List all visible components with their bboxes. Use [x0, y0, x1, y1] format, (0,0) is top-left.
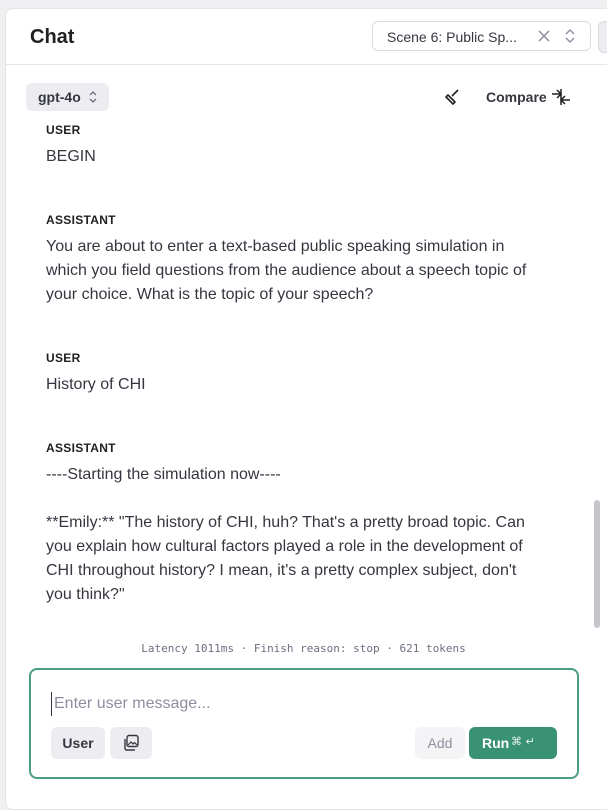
message-role: ASSISTANT [46, 441, 116, 455]
message-content[interactable]: You are about to enter a text-based public speaking simulation in which you field questions from the audience about a speech topic of your choice. What is the topic of your speech? [46, 238, 531, 303]
chevron-updown-icon [88, 89, 98, 105]
message-list [46, 118, 546, 628]
run-label: Run [482, 735, 510, 751]
model-label: gpt-4o [38, 89, 81, 105]
updown-icon [563, 26, 577, 46]
page-title: Chat [30, 26, 75, 48]
status-line: Latency 1011ms · Finish reason: stop · 621 tokens [141, 642, 466, 655]
chat-header [5, 8, 607, 65]
compare-button[interactable]: Compare [486, 89, 547, 105]
add-button[interactable]: Add [415, 727, 465, 759]
message [46, 213, 536, 307]
message-content[interactable]: BEGIN [46, 148, 96, 165]
scene-select-value: Scene 6: Public Sp... [387, 29, 517, 45]
message [46, 441, 536, 607]
attach-image-button[interactable] [110, 727, 152, 759]
scrollbar-thumb[interactable] [594, 500, 600, 628]
compare-icon[interactable] [551, 88, 571, 106]
message-input[interactable] [51, 692, 554, 716]
run-button[interactable] [469, 727, 557, 759]
message-role: ASSISTANT [46, 213, 116, 227]
composer [29, 668, 579, 779]
message-role: USER [46, 123, 81, 137]
role-button[interactable]: User [51, 727, 105, 759]
message [46, 123, 536, 169]
scene-select[interactable] [372, 21, 591, 51]
message-role: USER [46, 351, 81, 365]
side-panel-button[interactable] [598, 21, 607, 53]
message [46, 351, 536, 397]
message-content[interactable]: History of CHI [46, 376, 146, 393]
image-icon [122, 734, 140, 752]
message-content[interactable]: ----Starting the simulation now---- **Emily:** "The history of CHI, huh? That's a pretty broad topic. Can you explain how cultural factors played a role in the development of CHI throughout history? I mean, it's a pretty complex subject, don't you think?" [46, 466, 525, 603]
run-shortcut: ⌘ ↵ [511, 735, 535, 748]
clear-icon[interactable] [536, 27, 552, 45]
model-select[interactable] [26, 83, 109, 111]
broom-icon[interactable] [444, 88, 462, 106]
